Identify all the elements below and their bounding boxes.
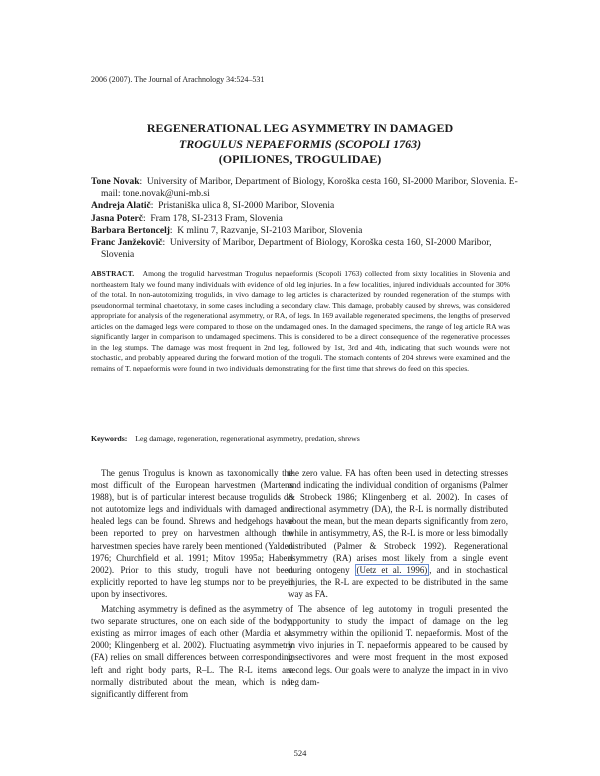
abstract-label: ABSTRACT. [91,269,135,278]
body-paragraph: The genus Trogulus is known as taxonomically the most difficult of the European harvestmen (Martens 1988), but is of particular interest because trogulids do not autotomize legs and individuals with damaged and healed legs can be found. Shrews and hedgehogs have been reported to prey on harvestmen although the harvestmen species have rarely been mentioned (Yalden 1976; Churchfield et al. 1991; Mitov 1995a; Haberl 2002). Prior to this study, troguli have not been explicitly reported to have leg stumps nor to be preyed upon by insectivores. [91,468,293,599]
author-name: Barbara Bertoncelj [91,225,170,236]
title-line-3: (OPILIONES, TROGULIDAE) [218,152,382,166]
author-affiliation: Fram 178, SI-2313 Fram, Slovenia [150,213,283,224]
author-entry: Jasna Poterč: Fram 178, SI-2313 Fram, Slovenia [91,213,283,224]
abstract-text: Among the trogulid harvestman Trogulus nepaeformis (Scopoli 1763) collected from sixty localities in Slovenia and northeastern Italy we found many individuals with evidence of old leg injuries. In a few localities, injured individuals accounted for 30% of the total. In non-autotomizing trogulids, in vivo damage to leg articles is characterized by rounded regeneration of the stumps with pseudonormal terminal chaetotaxy, in some cases including a secondary claw. This damage, probably caused by shrews, was considered appropriate for analysis of the regenerational asymmetry, or RA, of legs. In 169 available regenerated specimens, the lengths of preserved articles on the damaged legs were compared to those on the undamaged ones. In the damaged specimens, the range of leg article RA was significantly larger in comparison to undamaged specimens. This is considered to be a direct consequence of the regenerative processes in the leg stumps. The damage was most frequent in 2nd leg, followed by 1st, 3rd and 4th, indicating that such wounds were not stochastic, and probably appeared during the forward motion of the troguli. The stomach contents of 204 shrews were examined and the remains of T. nepaeformis were found in two individuals demonstrating for the first time that shrews do feed on this species. [91,269,510,373]
keywords-text: Leg damage, regeneration, regenerational asymmetry, predation, shrews [135,434,360,443]
journal-citation: 2006 (2007). The Journal of Arachnology 34:524–531 [91,75,265,84]
author-affiliation: University of Maribor, Department of Biology, Koroška cesta 160, SI-2000 Maribor, Slovenia. E-mail: tone.novak@uni-mb.si [101,177,518,200]
author-affiliation: Pristaniška ulica 8, SI-2000 Maribor, Slovenia [158,201,335,212]
article-title [91,121,509,168]
body-text: , and in stochastical injuries, the R-L are expected to be distributed in the same way as FA. [288,564,508,599]
keywords [91,434,510,445]
body-column-left [91,467,293,703]
body-text: the zero value. FA has often been used in detecting stresses and indicating the individual condition of organisms (Palmer & Strobeck 1986; Klingenberg et al. 2002). In cases of directional asymmetry (DA), the R-L is normally distributed about the mean, but the mean departs significantly from zero, while in antisymmetry, AS, the R-L is more or less bimodally distributed (Palmer & Strobeck 1992). Regenerational asymmetry (RA) arises most likely from a single event during ontogeny [288,468,508,575]
title-line-2: TROGULUS NEPAEFORMIS (SCOPOLI 1763) [178,136,422,151]
author-name: Tone Novak [91,177,140,187]
page-number: 524 [293,748,307,758]
author-affiliation: K mlinu 7, Razvanje, SI-2103 Maribor, Slovenia [177,225,363,236]
author-entry: Tone Novak: University of Maribor, Department of Biology, Koroška cesta 160, SI-2000 Maribor, Slovenia. E-mail: tone.novak@uni-mb.si [91,177,518,200]
author-entry: Barbara Bertoncelj: K mlinu 7, Razvanje, SI-2103 Maribor, Slovenia [91,225,363,236]
body-paragraph: The absence of leg autotomy in troguli presented the opportunity to study the impact of damage on the leg asymmetry within the opilionid T. nepaeformis. Most of the in vivo injuries in T. nepaeformis appeared to be caused by insectivores and were most frequent in the most exposed second legs. Our goals were to analyze the impact in in vivo leg dam- [288,604,508,687]
author-list [91,176,521,261]
author-entry: Andreja Alatič: Pristaniška ulica 8, SI-2000 Maribor, Slovenia [91,201,335,212]
author-affiliation: University of Maribor, Department of Biology, Koroška cesta 160, SI-2000 Maribor, Slovenia [101,238,492,261]
author-name: Jasna Poterč [91,213,143,224]
keywords-label: Keywords: [91,434,128,443]
author-name: Franc Janžekovič [91,238,163,249]
author-entry: Franc Janžekovič: University of Maribor, Department of Biology, Koroška cesta 160, SI-2000 Maribor, Slovenia [91,238,492,261]
title-line-1: REGENERATIONAL LEG ASYMMETRY IN DAMAGED [146,121,454,135]
body-paragraph [288,467,508,600]
abstract [91,269,510,374]
body-paragraph: Matching asymmetry is defined as the asymmetry of two separate structures, one on each side of the body, existing as mirror images of each other (Mardia et al. 2000; Klingenberg et al. 2002). Fluctuating asymmetry (FA) relies on small differences between corresponding left and right body parts, R–L. The R-L items are normally distributed about the mean, which is not significantly different from [91,604,293,699]
author-name: Andreja Alatič [91,201,151,212]
body-column-right [288,467,508,691]
citation-link[interactable]: (Uetz et al. 1996) [356,564,428,575]
